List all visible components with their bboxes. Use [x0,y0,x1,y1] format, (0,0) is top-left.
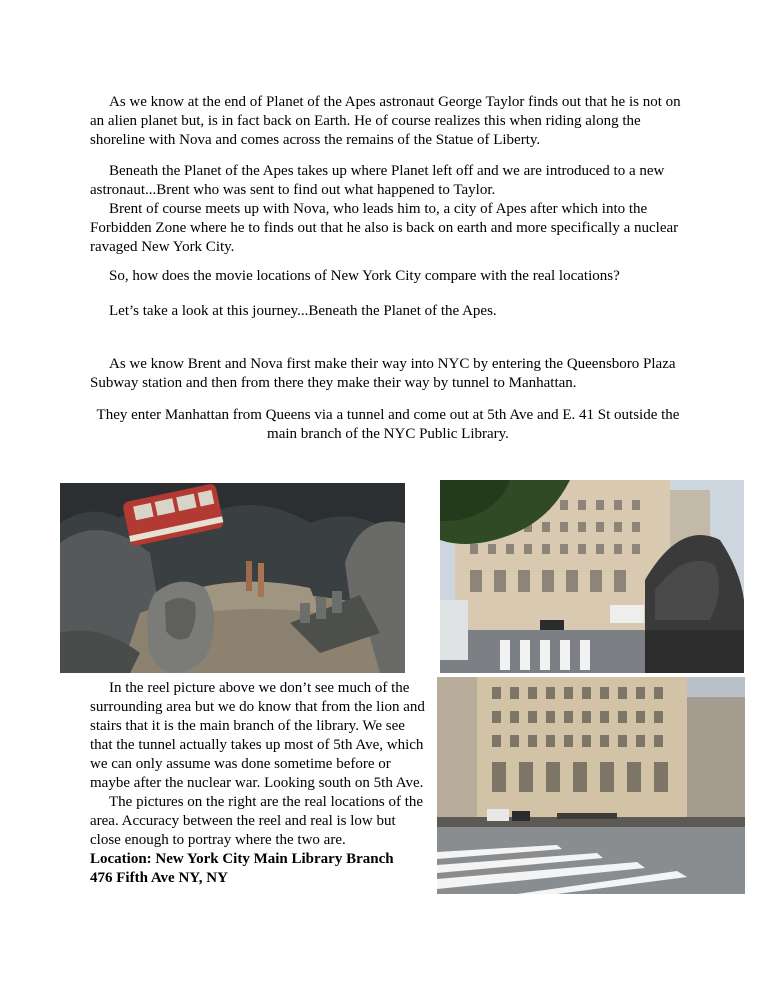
real-location-photo-2 [437,677,745,894]
intro-paragraph-5: Let’s take a look at this journey...Beneath the Planet of the Apes. [109,303,497,319]
caption-paragraph-2: The pictures on the right are the real locations of the area. Accuracy between the reel and real is low but close enough to portray where the two are. [90,794,424,848]
intro-paragraph-3: Brent of course meets up with Nova, who leads him to, a city of Apes after which into the Forbidden Zone where he to finds out that he also is back on earth and more specifically a nuclear ravaged New York City. [90,201,679,255]
real-location-photo-1 [440,480,744,673]
location-address: 476 Fifth Ave NY, NY [90,870,228,886]
location-name: Location: New York City Main Library Branch [90,851,394,867]
caption-paragraph-1: In the reel picture above we don’t see much of the surrounding area but we do know that from the lion and stairs that it is the main branch of the library. We see that the tunnel actually takes up most of 5th Ave, which we can only assume was done sometime before or maybe after the nuclear war. Looking south on 5th Ave. [90,680,425,791]
body-paragraph-1: As we know Brent and Nova first make their way into NYC by entering the Queensboro Plaza Subway station and then from there they make their way by tunnel to Manhattan. [90,356,676,391]
photo-caption [90,679,427,888]
film-still-photo [60,483,405,673]
body-paragraph-2: They enter Manhattan from Queens via a tunnel and come out at 5th Ave and E. 41 St outside the main branch of the NYC Public Library. [96,407,680,442]
intro-paragraph-1: As we know at the end of Planet of the Apes astronaut George Taylor finds out that he is not on an alien planet but, is in fact back on Earth. He of course realizes this when riding along the shoreline with Nova and comes across the remains of the Statue of Liberty. [90,94,681,148]
intro-paragraph-4: So, how does the movie locations of New York City compare with the real locations? [109,268,620,284]
intro-paragraph-2: Beneath the Planet of the Apes takes up where Planet left off and we are introduced to a new astronaut...Brent who was sent to find out what happened to Taylor. [90,163,665,198]
